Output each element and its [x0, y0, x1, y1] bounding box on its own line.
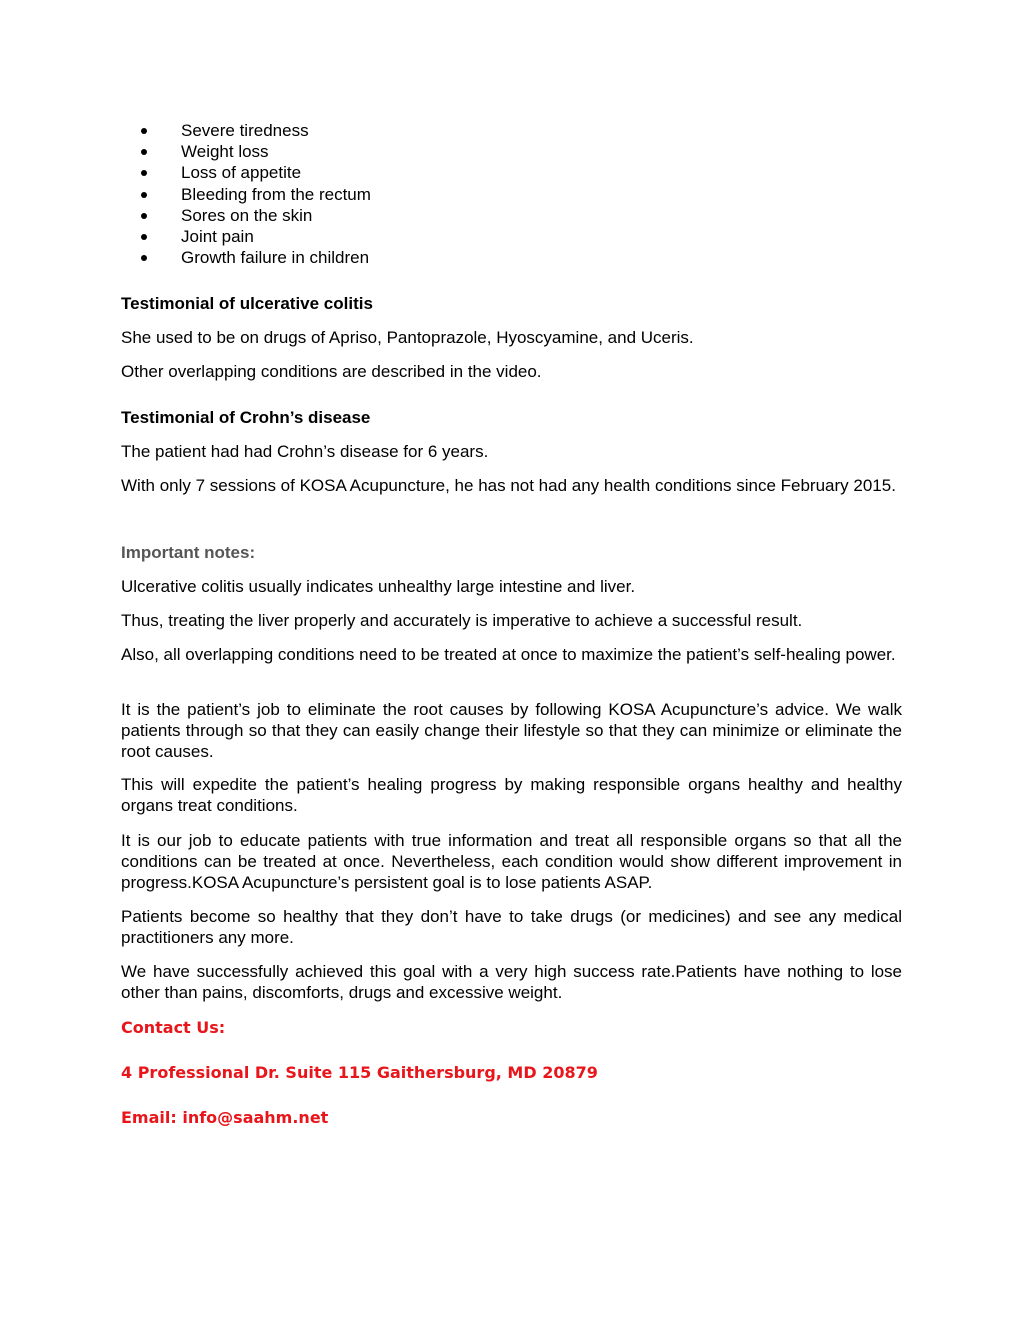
- uc-testimonial-heading: Testimonial of ulcerative colitis: [121, 294, 373, 313]
- list-item-label: Joint pain: [181, 226, 254, 246]
- notes-paragraph: We have successfully achieved this goal with a very high success rate.Patients have nothing to lose other than pains, discomforts, drugs and excessive weight.: [121, 962, 902, 1002]
- contact-address: 4 Professional Dr. Suite 115 Gaithersburg, MD 20879: [121, 1063, 598, 1082]
- list-item-label: Bleeding from the rectum: [181, 184, 371, 204]
- bullet-icon: [141, 128, 147, 134]
- bullet-icon: [141, 255, 147, 261]
- notes-paragraph: It is our job to educate patients with true information and treat all responsible organs so that all the conditions can be treated at once. Nevertheless, each condition would show different improvement in progress.KOSA Acupuncture’s persistent goal is to lose patients ASAP.: [121, 831, 902, 892]
- crohn-testimonial-result: With only 7 sessions of KOSA Acupuncture, he has not had any health conditions since February 2015.: [121, 476, 896, 495]
- notes-paragraph: Patients become so healthy that they don’t have to take drugs (or medicines) and see any medical practitioners any more.: [121, 907, 902, 947]
- list-item: [121, 226, 371, 247]
- contact-email: Email: info@saahm.net: [121, 1108, 329, 1127]
- crohn-testimonial-duration: The patient had had Crohn’s disease for 6 years.: [121, 442, 489, 461]
- important-notes-heading: Important notes:: [121, 543, 256, 562]
- list-item-label: Severe tiredness: [181, 121, 309, 140]
- bullet-icon: [141, 170, 147, 176]
- crohn-testimonial-heading: Testimonial of Crohn’s disease: [121, 408, 371, 427]
- notes-paragraph: Ulcerative colitis usually indicates unhealthy large intestine and liver.: [121, 577, 636, 596]
- list-item: [121, 247, 371, 268]
- bullet-icon: [141, 213, 147, 219]
- notes-paragraph: Thus, treating the liver properly and accurately is imperative to achieve a successful result.: [121, 611, 803, 630]
- list-item: [121, 120, 371, 141]
- bullet-icon: [141, 149, 147, 155]
- list-item: [121, 162, 371, 183]
- list-item-label: Sores on the skin: [181, 205, 313, 225]
- notes-paragraph: It is the patient’s job to eliminate the root causes by following KOSA Acupuncture’s advice. We walk patients through so that they can easily change their lifestyle so that they can minimize or eliminate the root causes.: [121, 700, 902, 761]
- contact-heading: Contact Us:: [121, 1018, 226, 1037]
- uc-testimonial-drugs: She used to be on drugs of Apriso, Pantoprazole, Hyoscyamine, and Uceris.: [121, 328, 694, 347]
- notes-paragraph: Also, all overlapping conditions need to be treated at once to maximize the patient’s self-healing power.: [121, 645, 896, 664]
- bullet-icon: [141, 234, 147, 240]
- list-item: [121, 205, 371, 226]
- bullet-icon: [141, 192, 147, 198]
- symptom-list: [121, 120, 371, 268]
- list-item-label: Growth failure in children: [181, 248, 370, 268]
- list-item: [121, 141, 371, 162]
- list-item: [121, 184, 371, 205]
- notes-paragraph: This will expedite the patient’s healing progress by making responsible organs healthy and healthy organs treat conditions.: [121, 775, 902, 815]
- uc-testimonial-video-note: Other overlapping conditions are described in the video.: [121, 362, 542, 381]
- list-item-label: Loss of appetite: [181, 163, 302, 183]
- list-item-label: Weight loss: [181, 142, 269, 162]
